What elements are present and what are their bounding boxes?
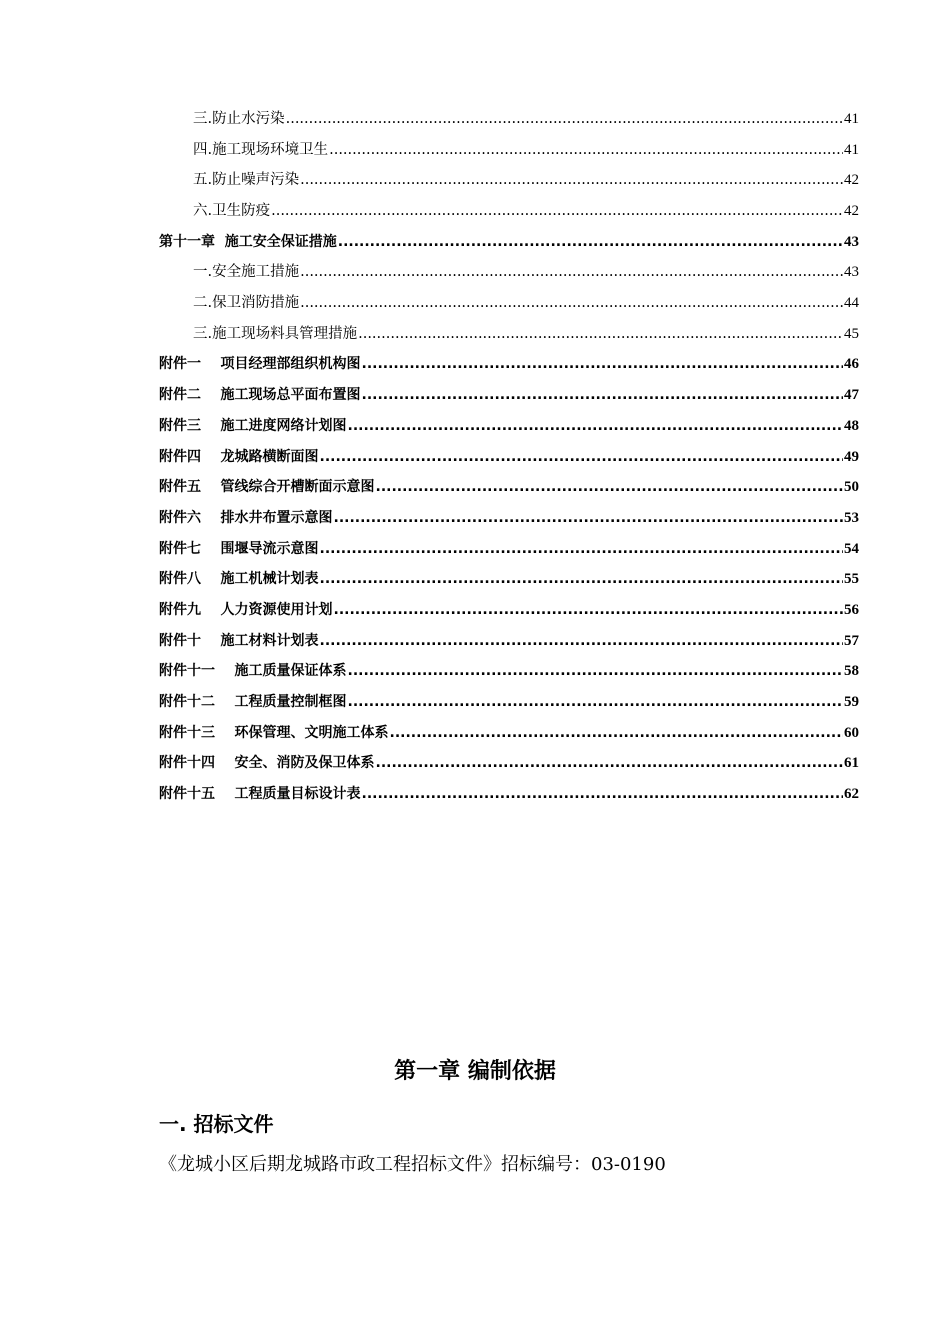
- toc-entry-title: 附件九 人力资源使用计划: [159, 601, 333, 618]
- toc-entry-page: 46: [844, 356, 859, 373]
- toc-dot-leader: [300, 288, 843, 319]
- toc-entry[interactable]: [159, 595, 859, 626]
- toc-entry-page: 60: [844, 724, 859, 741]
- toc-dot-leader: [300, 257, 843, 288]
- toc-dot-leader: [390, 718, 844, 749]
- toc-entry-page: 41: [844, 110, 859, 127]
- toc-dot-leader: [300, 165, 843, 196]
- toc-entry[interactable]: [159, 165, 859, 196]
- toc-entry[interactable]: [159, 196, 859, 227]
- toc-entry-title: 附件五 管线综合开槽断面示意图: [159, 479, 375, 496]
- chapter-title: 第一章 编制依据: [394, 1059, 556, 1084]
- toc-dot-leader: [329, 135, 843, 166]
- toc-entry[interactable]: [159, 411, 859, 442]
- toc-entry[interactable]: [159, 656, 859, 687]
- table-of-contents: [159, 104, 859, 810]
- toc-entry-title: 附件三 施工进度网络计划图: [159, 417, 347, 434]
- toc-entry-title: 附件十 施工材料计划表: [159, 632, 319, 649]
- toc-entry-title: 附件二 施工现场总平面布置图: [159, 387, 361, 404]
- toc-entry[interactable]: [159, 350, 859, 381]
- toc-entry-title: 附件八 施工机械计划表: [159, 571, 319, 588]
- toc-entry-title: 附件十二 工程质量控制框图: [159, 694, 347, 711]
- toc-entry-page: 44: [844, 295, 859, 312]
- toc-entry-title: 附件十五 工程质量目标设计表: [159, 786, 361, 803]
- toc-entry-page: 56: [844, 601, 859, 618]
- toc-dot-leader: [320, 626, 844, 657]
- toc-entry[interactable]: [159, 564, 859, 595]
- toc-dot-leader: [334, 595, 844, 626]
- toc-entry-title: 六.卫生防疫: [193, 203, 271, 220]
- toc-entry[interactable]: [159, 257, 859, 288]
- toc-entry-page: 43: [844, 233, 859, 250]
- toc-entry-page: 62: [844, 786, 859, 803]
- toc-entry-page: 45: [844, 325, 859, 342]
- toc-entry-title: 三.施工现场料具管理措施: [193, 325, 358, 342]
- toc-entry-title: 四.施工现场环境卫生: [193, 141, 329, 158]
- toc-entry[interactable]: [159, 288, 859, 319]
- toc-entry-title: 附件一 项目经理部组织机构图: [159, 356, 361, 373]
- toc-entry-title: 附件四 龙城路横断面图: [159, 448, 319, 465]
- toc-entry-title: 附件六 排水井布置示意图: [159, 509, 333, 526]
- toc-entry[interactable]: [159, 442, 859, 473]
- toc-dot-leader: [362, 349, 844, 380]
- toc-entry-page: 42: [844, 172, 859, 189]
- toc-entry[interactable]: [159, 503, 859, 534]
- toc-entry-page: 50: [844, 479, 859, 496]
- toc-entry[interactable]: [159, 227, 859, 258]
- toc-dot-leader: [320, 442, 844, 473]
- toc-dot-leader: [348, 411, 844, 442]
- toc-entry-page: 55: [844, 571, 859, 588]
- toc-entry-page: 59: [844, 694, 859, 711]
- toc-entry-page: 49: [844, 448, 859, 465]
- toc-dot-leader: [334, 503, 844, 534]
- toc-entry-page: 41: [844, 141, 859, 158]
- toc-entry-page: 47: [844, 387, 859, 404]
- toc-dot-leader: [286, 104, 843, 135]
- toc-entry-title: 第十一章 施工安全保证措施: [159, 233, 337, 250]
- toc-entry-title: 二.保卫消防措施: [193, 295, 300, 312]
- toc-entry[interactable]: [159, 626, 859, 657]
- body-paragraph: 《龙城小区后期龙城路市政工程招标文件》招标编号：03-0190: [159, 1154, 666, 1175]
- toc-dot-leader: [348, 687, 844, 718]
- toc-entry-page: 53: [844, 509, 859, 526]
- toc-entry[interactable]: [159, 779, 859, 810]
- toc-entry-page: 61: [844, 755, 859, 772]
- toc-entry-title: 附件十四 安全、消防及保卫体系: [159, 755, 375, 772]
- toc-entry-title: 附件十一 施工质量保证体系: [159, 663, 347, 680]
- toc-entry[interactable]: [159, 104, 859, 135]
- toc-entry-page: 42: [844, 203, 859, 220]
- toc-entry[interactable]: [159, 319, 859, 350]
- toc-entry[interactable]: [159, 748, 859, 779]
- toc-entry-page: 48: [844, 417, 859, 434]
- toc-dot-leader: [358, 319, 843, 350]
- toc-dot-leader: [348, 656, 844, 687]
- toc-entry[interactable]: [159, 472, 859, 503]
- toc-entry[interactable]: [159, 534, 859, 565]
- toc-entry[interactable]: [159, 718, 859, 749]
- toc-entry-page: 43: [844, 264, 859, 281]
- toc-entry-title: 一.安全施工措施: [193, 264, 300, 281]
- toc-dot-leader: [376, 472, 844, 503]
- toc-entry-title: 三.防止水污染: [193, 110, 285, 127]
- toc-dot-leader: [376, 748, 844, 779]
- toc-dot-leader: [271, 196, 843, 227]
- toc-dot-leader: [362, 380, 844, 411]
- toc-dot-leader: [362, 779, 844, 810]
- toc-entry-title: 附件十三 环保管理、文明施工体系: [159, 724, 389, 741]
- toc-dot-leader: [320, 534, 844, 565]
- toc-entry[interactable]: [159, 687, 859, 718]
- section-title: 一. 招标文件: [159, 1112, 274, 1136]
- toc-dot-leader: [320, 564, 844, 595]
- toc-dot-leader: [338, 227, 843, 258]
- toc-entry-title: 五.防止噪声污染: [193, 172, 300, 189]
- toc-entry-page: 58: [844, 663, 859, 680]
- toc-entry-title: 附件七 围堰导流示意图: [159, 540, 319, 557]
- toc-entry[interactable]: [159, 135, 859, 166]
- toc-entry-page: 54: [844, 540, 859, 557]
- toc-entry[interactable]: [159, 380, 859, 411]
- toc-entry-page: 57: [844, 632, 859, 649]
